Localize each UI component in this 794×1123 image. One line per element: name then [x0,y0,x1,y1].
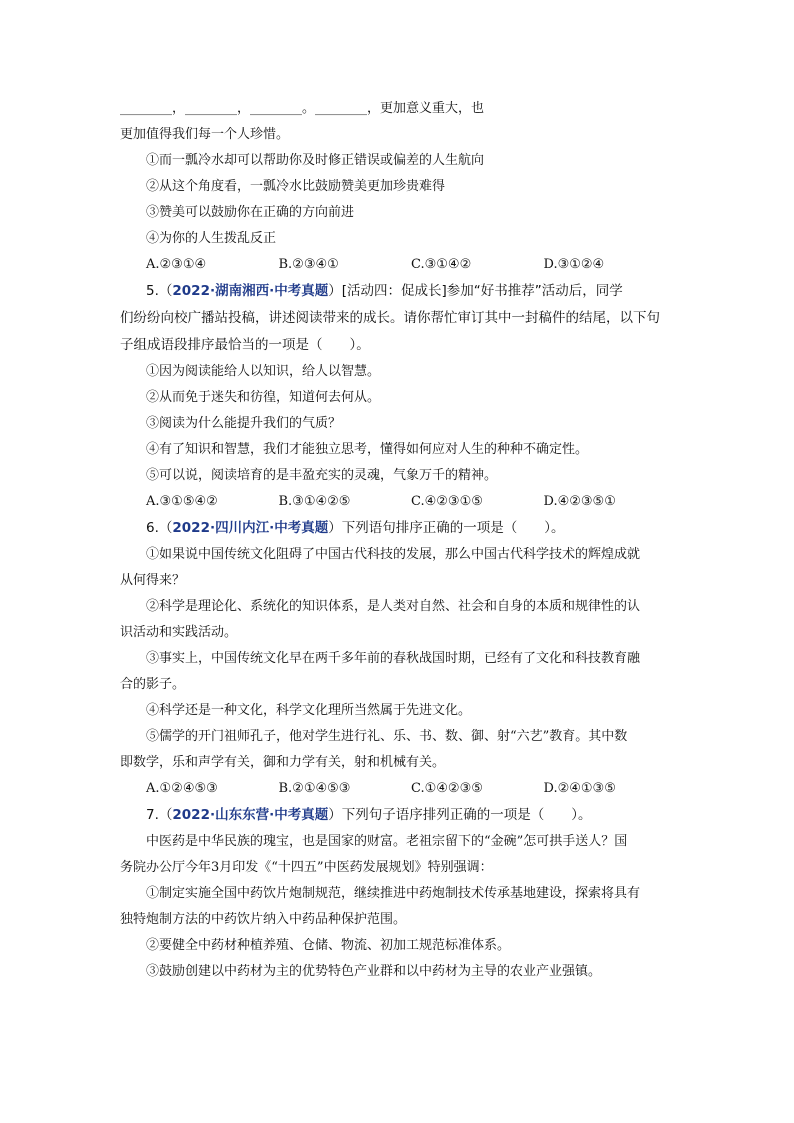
q7-number: 7. [146,807,159,823]
q4-item-1: ①而一瓢冷水却可以帮助你及时修正错误或偏差的人生航向 [146,153,485,168]
q4-item-2: ②从这个角度看，一瓢冷水比鼓励赞美更加珍贵难得 [146,179,446,194]
q5-item-5: ⑤可以说，阅读培育的是丰盈充实的灵魂，气象万千的精神。 [146,468,498,483]
q5-choice-c[interactable]: C.④②③①⑤ [411,494,483,509]
q7-stem: 下列句子语序排列正确的一项是（ ）。 [341,807,592,823]
question-6 [120,515,676,802]
q4-choice-b[interactable]: B.②③④① [278,257,339,272]
q4-choice-c[interactable]: C.③①④② [411,257,472,272]
q6-source: 2022·四川内江·中考真题 [172,520,329,536]
q6-number: 6. [146,520,159,536]
q5-item-3: ③阅读为什么能提升我们的气质？ [146,416,342,431]
q5-choice-d[interactable]: D.④②③⑤① [543,494,616,509]
q5-source: 2022·湖南湘西·中考真题 [172,283,329,299]
question-7 [120,802,676,985]
q5-number: 5. [146,283,159,299]
q4-lead-line: ________，________，________。________，更加意义重大，也 [120,101,485,116]
q5-item-4: ④有了知识和智慧，我们才能独立思考，懂得如何应对人生的种种不确定性。 [146,442,589,457]
question-5 [120,278,676,515]
q6-para-1a: ①如果说中国传统文化阻碍了中国古代科技的发展，那么中国古代科学技术的辉煌成就 [146,547,641,562]
q7-item-1b: 独特炮制方法的中药饮片纳入中药品种保护范围。 [120,912,407,927]
q6-choice-a[interactable]: A.①②④⑤③ [146,781,218,796]
q7-intro-b: 务院办公厅今年3月印发《“十四五”中医药发展规划》特别强调： [120,860,493,875]
q6-choice-d[interactable]: D.②④①③⑤ [543,781,616,796]
exam-page [120,96,676,985]
q6-para-4: ④科学还是一种文化，科学文化理所当然属于先进文化。 [146,703,472,718]
q7-source: 2022·山东东营·中考真题 [172,807,329,823]
q5-choice-b[interactable]: B.③①④②⑤ [278,494,351,509]
q6-para-3b: 合的影子。 [120,677,186,692]
q6-choices [120,776,676,802]
q6-para-1b: 从何得来？ [120,573,186,588]
q5-choices [120,489,676,515]
q4-choice-a[interactable]: A.②③①④ [146,257,207,272]
q6-para-3a: ③事实上，中国传统文化早在两千多年前的春秋战国时期，已经有了文化和科技教育融 [146,651,641,666]
q5-stem-1: [活动四：促成长]参加“好书推荐”活动后，同学 [341,283,623,299]
q6-choice-b[interactable]: B.②①④⑤③ [278,781,351,796]
q6-stem: 下列语句排序正确的一项是（ ）。 [341,520,565,536]
q6-para-5a: ⑤儒学的开门祖师孔子，他对学生进行礼、乐、书、数、御、射“六艺”教育。其中数 [146,729,628,744]
q6-choice-c[interactable]: C.①④②③⑤ [411,781,483,796]
q6-para-2b: 识活动和实践活动。 [120,625,238,640]
q4-item-3: ③赞美可以鼓励你在正确的方向前进 [146,205,355,220]
q5-stem-line-1: 5.（2022·湖南湘西·中考真题）[活动四：促成长]参加“好书推荐”活动后，同学 [146,283,623,299]
q6-para-5b: 即数学，乐和声学有关，御和力学有关，射和机械有关。 [120,755,446,770]
q4-choices [120,252,676,278]
q7-item-1a: ①制定实施全国中药饮片炮制规范，继续推进中药炮制技术传承基地建设，探索将具有 [146,886,641,901]
q5-item-1: ①因为阅读能给人以知识，给人以智慧。 [146,364,381,379]
q4-choice-d[interactable]: D.③①②④ [543,257,605,272]
q7-item-3: ③鼓励创建以中药材为主的优势特色产业群和以中药材为主导的农业产业强镇。 [146,964,602,979]
q7-intro-a: 中医药是中华民族的瑰宝，也是国家的财富。老祖宗留下的“金碗”怎可拱手送人？国 [146,834,628,849]
q4-cont-line: 更加值得我们每一个人珍惜。 [120,127,290,142]
q6-stem-line: 6.（2022·四川内江·中考真题）下列语句排序正确的一项是（ ）。 [146,520,565,536]
q7-item-2: ②要健全中药材种植养殖、仓储、物流、初加工规范标准体系。 [146,938,511,953]
q5-stem-3: 子组成语段排序最恰当的一项是（ ）。 [120,337,370,353]
q5-stem-2: 们纷纷向校广播站投稿，讲述阅读带来的成长。请你帮忙审订其中一封稿件的结尾，以下句 [120,310,660,326]
q5-item-2: ②从而免于迷失和彷徨，知道何去何从。 [146,390,381,405]
q6-para-2a: ②科学是理论化、系统化的知识体系，是人类对自然、社会和自身的本质和规律性的认 [146,599,641,614]
question-4 [120,96,676,278]
q7-stem-line: 7.（2022·山东东营·中考真题）下列句子语序排列正确的一项是（ ）。 [146,807,592,823]
q4-item-4: ④为你的人生拨乱反正 [146,231,277,246]
q5-choice-a[interactable]: A.③①⑤④② [146,494,218,509]
